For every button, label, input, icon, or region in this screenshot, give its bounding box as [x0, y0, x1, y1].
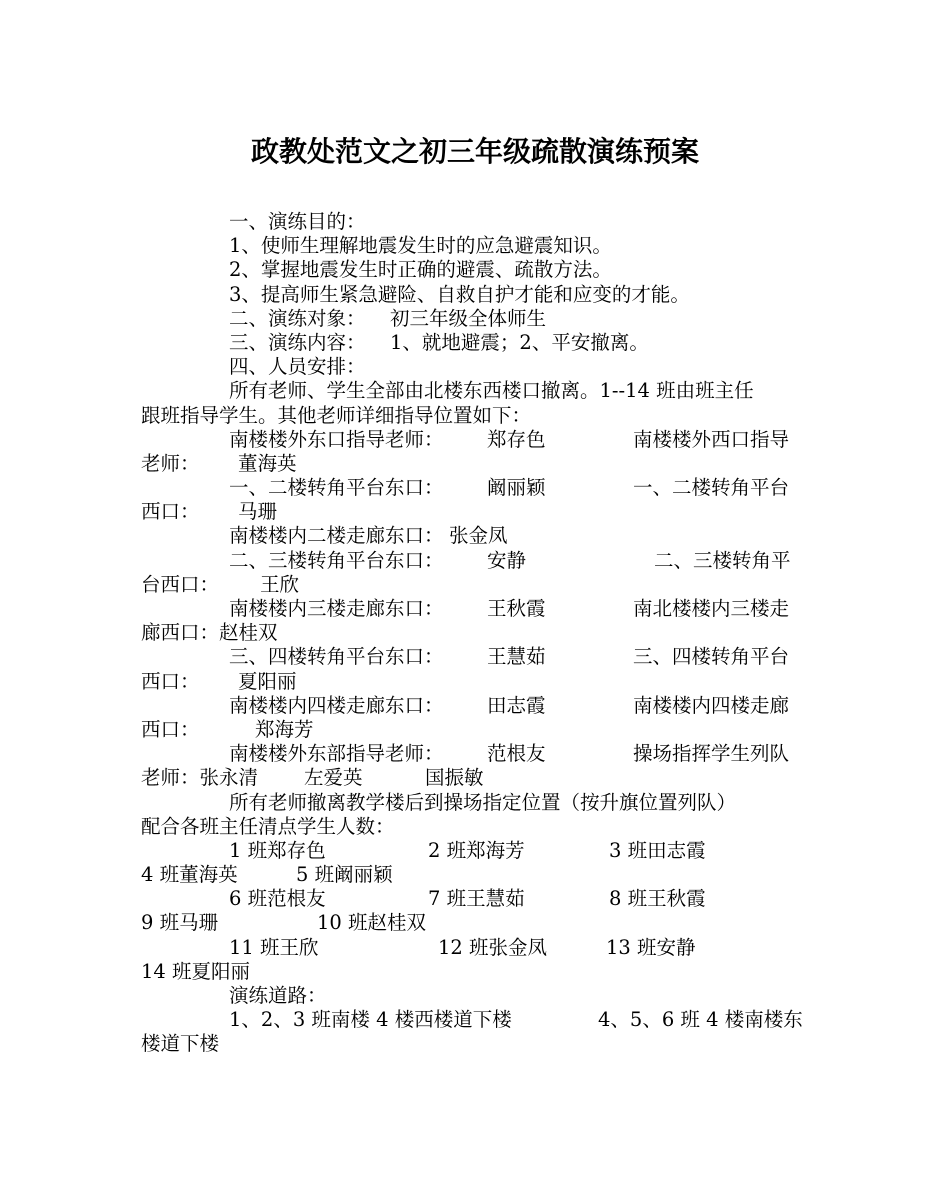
text-segment: 西口： — [141, 717, 200, 741]
text-segment: 南楼楼外东口指导老师： — [229, 427, 444, 451]
paragraph-line — [141, 670, 811, 694]
text-segment: 二、三楼转角平 — [654, 548, 791, 572]
paragraph-line — [141, 355, 811, 379]
paragraph-line — [141, 694, 811, 718]
text-segment: 三、四楼转角平台 — [633, 645, 790, 669]
text-segment: 西口： — [141, 669, 200, 693]
paragraph-line — [141, 379, 811, 403]
text-segment: 安静 — [487, 548, 527, 572]
class-teacher: 10 班赵桂双 — [317, 911, 427, 935]
text-segment: 南北楼楼内三楼走 — [633, 597, 790, 620]
text-segment: 初三年级全体师生 — [390, 306, 547, 330]
text-segment: 南楼楼内三楼走廊东口： — [229, 597, 444, 620]
text-segment: 二、演练对象： — [229, 306, 366, 330]
paragraph-line — [141, 645, 811, 669]
text-segment: 四、人员安排： — [229, 355, 366, 379]
class-teacher: 13 班安静 — [606, 935, 696, 959]
class-teacher: 3 班田志霞 — [609, 838, 706, 862]
paragraph-line — [141, 1008, 811, 1032]
text-segment: 南楼楼内二楼走廊东口： — [229, 524, 444, 548]
text-segment: 西口： — [141, 500, 200, 524]
paragraph-line — [141, 524, 811, 548]
text-segment: 配合各班主任清点学生人数： — [141, 814, 395, 838]
text-segment: 1、使师生理解地震发生时的应急避震知识。 — [229, 234, 612, 258]
text-segment: 一、二楼转角平台 — [633, 476, 790, 500]
paragraph-line — [141, 210, 811, 234]
text-segment: 廊西口：赵桂双 — [141, 621, 278, 645]
paragraph-line — [141, 452, 811, 476]
paragraph-line — [141, 428, 811, 452]
text-segment: 郑海芳 — [255, 717, 314, 741]
class-teacher: 12 班张金凤 — [438, 935, 548, 959]
text-segment: 南楼楼内四楼走廊东口： — [229, 693, 444, 717]
paragraph-line — [141, 234, 811, 258]
paragraph-line — [141, 331, 811, 355]
text-segment: 三、四楼转角平台东口： — [229, 645, 444, 669]
text-segment: 二、三楼转角平台东口： — [229, 548, 444, 572]
paragraph-line — [141, 283, 811, 307]
paragraph-line — [141, 307, 811, 331]
text-segment: 国振敏 — [425, 766, 484, 790]
text-segment: 左爱英 — [304, 766, 363, 790]
paragraph-line — [141, 549, 811, 573]
paragraph-line — [141, 500, 811, 524]
text-segment: 楼道下楼 — [141, 1032, 220, 1056]
paragraph-line — [141, 404, 811, 428]
text-segment: 1、2、3 班南楼 4 楼西楼道下楼 — [229, 1008, 512, 1032]
text-segment: 南楼楼外东部指导老师： — [229, 742, 444, 766]
class-teacher: 1 班郑存色 — [229, 838, 326, 862]
text-segment: 王慧茹 — [487, 645, 546, 669]
text-segment: 演练道路： — [229, 984, 327, 1007]
text-segment: 阚丽颖 — [487, 476, 546, 500]
text-segment: 南楼楼外西口指导 — [633, 427, 790, 451]
paragraph-line — [141, 621, 811, 645]
text-segment: 马珊 — [238, 500, 278, 524]
text-segment: 所有老师撤离教学楼后到操场指定位置（按升旗位置列队） — [229, 790, 737, 814]
paragraph-line — [141, 766, 811, 790]
text-segment: 老师：张永清 — [141, 766, 259, 790]
class-list-line — [141, 911, 811, 935]
class-teacher: 9 班马珊 — [141, 911, 219, 935]
class-list-line — [141, 863, 811, 887]
text-segment: 4、5、6 班 4 楼南楼东 — [598, 1008, 803, 1032]
class-teacher: 6 班范根友 — [229, 887, 326, 911]
document-title: 政教处范文之初三年级疏散演练预案 — [250, 135, 699, 168]
text-segment: 夏阳丽 — [238, 669, 297, 693]
paragraph-line — [141, 597, 811, 621]
paragraph-line — [141, 815, 811, 839]
class-teacher: 4 班董海英 — [141, 863, 238, 887]
class-list-line — [141, 839, 811, 863]
text-segment: 跟班指导学生。其他老师详细指导位置如下： — [141, 403, 532, 427]
class-teacher: 14 班夏阳丽 — [141, 959, 251, 983]
class-teacher: 5 班阚丽颖 — [296, 863, 393, 887]
text-segment: 一、二楼转角平台东口： — [229, 476, 444, 500]
paragraph-line — [141, 1032, 811, 1056]
paragraph-line — [141, 742, 811, 766]
paragraph-line — [141, 573, 811, 597]
text-segment: 操场指挥学生列队 — [633, 742, 790, 766]
paragraph-line — [141, 791, 811, 815]
text-segment: 老师： — [141, 451, 200, 475]
text-segment: 一、演练目的： — [229, 210, 366, 233]
text-segment: 王秋霞 — [487, 597, 546, 620]
class-list-line — [141, 936, 811, 960]
text-segment: 3、提高师生紧急避险、自救自护才能和应变的才能。 — [229, 282, 690, 306]
class-teacher: 11 班王欣 — [229, 935, 319, 959]
text-segment: 南楼楼内四楼走廊 — [633, 693, 790, 717]
class-list-line — [141, 887, 811, 911]
text-segment: 田志霞 — [487, 693, 546, 717]
text-segment: 台西口： — [141, 572, 220, 596]
text-segment: 董海英 — [238, 451, 297, 475]
class-teacher: 8 班王秋霞 — [609, 887, 706, 911]
class-teacher: 2 班郑海芳 — [428, 838, 525, 862]
text-segment: 郑存色 — [487, 427, 546, 451]
document-body — [141, 210, 811, 1057]
paragraph-line — [141, 984, 811, 1008]
paragraph-line — [141, 718, 811, 742]
class-teacher: 7 班王慧茹 — [428, 887, 525, 911]
text-segment: 2、掌握地震发生时正确的避震、疏散方法。 — [229, 258, 612, 282]
paragraph-line — [141, 258, 811, 282]
class-list-line — [141, 960, 811, 984]
text-segment: 范根友 — [487, 742, 546, 766]
text-segment: 张金凤 — [449, 524, 508, 548]
text-segment: 三、演练内容： — [229, 330, 366, 354]
text-segment: 1、就地避震；2、平安撤离。 — [390, 330, 649, 354]
paragraph-line — [141, 476, 811, 500]
text-segment: 王欣 — [260, 572, 300, 596]
text-segment: 所有老师、学生全部由北楼东西楼口撤离。1--14 班由班主任 — [229, 379, 754, 403]
